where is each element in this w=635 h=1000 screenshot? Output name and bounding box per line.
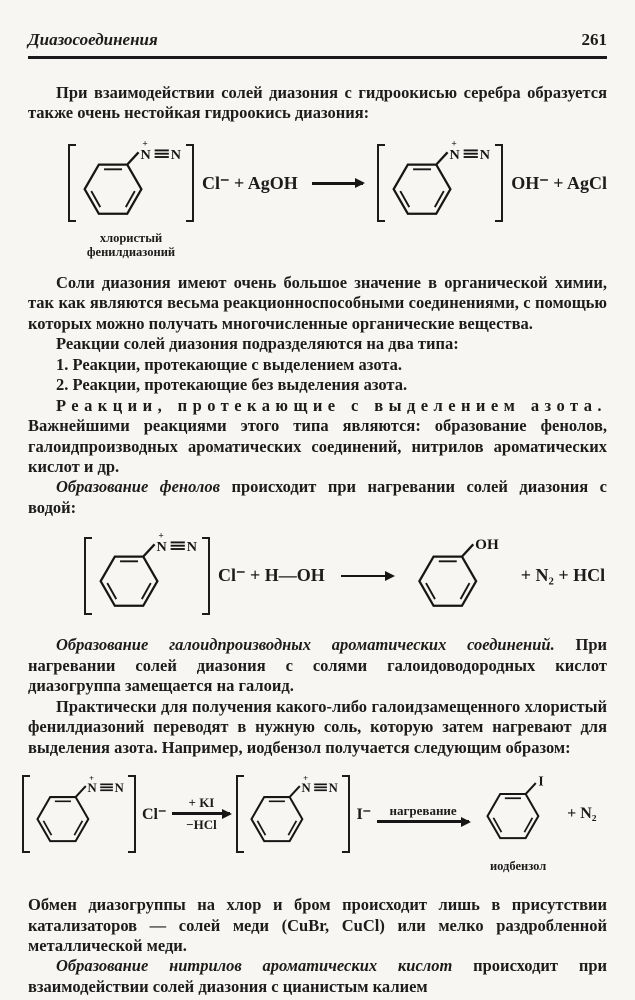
bracketed-structure <box>377 140 503 227</box>
plus-charge: + <box>303 774 309 783</box>
benzene-diazonium-structure <box>29 775 129 853</box>
right-bracket <box>128 775 136 853</box>
equation-silver-hydroxide <box>68 139 607 260</box>
iodobenzene-structure <box>475 772 561 850</box>
lhs-formula: Cl⁻ + H—OH <box>218 565 325 586</box>
paragraph-phenol-formation: Образование фенолов происходит при нагревании солей диазония с водой: <box>28 477 608 517</box>
right-bracket <box>342 775 350 853</box>
iodine-label: I <box>538 773 544 789</box>
hydroxyl-label: OH <box>474 537 499 554</box>
rhs-formula: OH⁻ + AgCl <box>511 172 607 193</box>
nitrogen-label: N <box>479 146 491 163</box>
benzene-diazonium-structure <box>384 140 496 227</box>
arrow-top-label: + KI <box>188 795 215 811</box>
list-item-1: 1. Реакции, протекающие с выделением азота. <box>56 354 403 374</box>
equation-phenol <box>84 532 607 619</box>
paragraph-halogen-derivatives: Образование галоидпроизводных ароматических соединений. При нагревании солей диазония с солями галоидоводородных кислот диазогруппа замещается на галоид. <box>28 635 608 696</box>
right-bracket <box>495 144 503 222</box>
plus-charge: + <box>142 139 148 150</box>
nitrogen-label: N <box>301 780 312 795</box>
product-caption: иодбензол <box>489 859 547 874</box>
page-number: 261 <box>581 30 607 49</box>
arrow-top-label: нагревание <box>389 803 457 819</box>
bracketed-structure <box>68 140 194 227</box>
nitrogen-label: N <box>156 539 167 556</box>
nitrogen-label: N <box>114 780 124 795</box>
reaction-arrow <box>172 812 230 815</box>
right-bracket <box>202 537 210 615</box>
paragraph-two-types: Реакции солей диазония подразделяются на два типа: <box>56 334 459 354</box>
list-item-2: 2. Реакции, протекающие без выделения азота. <box>56 375 408 395</box>
benzene-diazonium-structure <box>75 140 187 227</box>
rhs-formula: + N₂ + HCl <box>520 565 606 586</box>
nitrogen-label: N <box>186 539 197 556</box>
nitrogen-label: N <box>87 780 97 795</box>
labeled-arrow-heating <box>377 804 469 823</box>
structure-caption: хлористый фенилдиазоний <box>86 230 176 260</box>
italic-lead: Образование нитрилов ароматических кислот <box>56 956 453 976</box>
right-bracket <box>186 144 194 222</box>
paragraph-nitrogen-release: Реакции, протекающие с выделением азота. Важнейшими реакциями этого типа являются: образование фенолов, галоидпроизводных ароматических соединений, нитрилов ароматических кислот и др. <box>28 395 607 476</box>
benzene-diazonium-structure <box>91 532 203 619</box>
plus-charge: + <box>158 532 164 542</box>
emphasized-heading: Реакции, протекающие с выделением азота. <box>56 395 607 415</box>
diazonium-structure-group <box>68 139 194 260</box>
plus-charge: + <box>451 139 457 150</box>
benzene-diazonium-structure <box>243 775 343 853</box>
rhs-formula: + N₂ <box>567 804 597 822</box>
paragraph-intro: При взаимодействии солей диазония с гидроокисью серебра образуется также очень нестойкая гидроокись диазония: <box>28 83 607 123</box>
plus-charge: + <box>89 774 94 783</box>
bracketed-structure <box>236 775 350 853</box>
nitrogen-label: N <box>449 146 460 163</box>
iodobenzene-group <box>475 772 561 874</box>
paragraph-iodobenzene-intro: Практически для получения какого-либо галоидзамещенного хлористый фенилдиазоний переводят в нужную соль, которую затем нагревают для выделения азота. Например, иодбензол получается следующим образом: <box>28 696 607 757</box>
lhs-formula: Cl⁻ + AgOH <box>202 172 298 193</box>
italic-lead: Образование фенолов <box>56 477 220 497</box>
bracketed-structure <box>84 532 210 619</box>
italic-lead: Образование галоидпроизводных ароматических соединений. <box>56 635 555 655</box>
reaction-arrow <box>312 182 363 185</box>
nitrogen-label: N <box>140 146 151 163</box>
paragraph-significance: Соли диазония имеют очень большое значение в органической химии, так как являются весьма реакционноспособными соединениями, с помощью которых можно получать многочисленные органические вещества. <box>28 272 607 333</box>
labeled-arrow-ki <box>172 796 230 831</box>
phenol-structure <box>409 532 513 619</box>
running-head <box>28 30 607 59</box>
reaction-arrow <box>341 575 393 578</box>
arrow-bottom-label: −HCl <box>186 816 217 832</box>
reaction-arrow <box>377 820 469 823</box>
chapter-title: Диазосоединения <box>28 30 158 49</box>
paragraph-copper-catalysts: Обмен диазогруппы на хлор и бром происходит лишь в присутствии катализаторов — солей меди (CuBr, CuCl) или мелко раздробленной металлической меди. <box>28 895 607 955</box>
ion-label: Cl⁻ <box>142 805 167 823</box>
nitrogen-label: N <box>170 146 181 163</box>
equation-iodobenzene <box>22 772 607 874</box>
bracketed-structure <box>22 775 136 853</box>
ion-label: I⁻ <box>356 805 372 823</box>
nitrogen-label: N <box>329 780 339 795</box>
paragraph-nitriles: Образование нитрилов ароматических кислот происходит при взаимодействии солей диазония с цианистым калием <box>28 956 608 996</box>
